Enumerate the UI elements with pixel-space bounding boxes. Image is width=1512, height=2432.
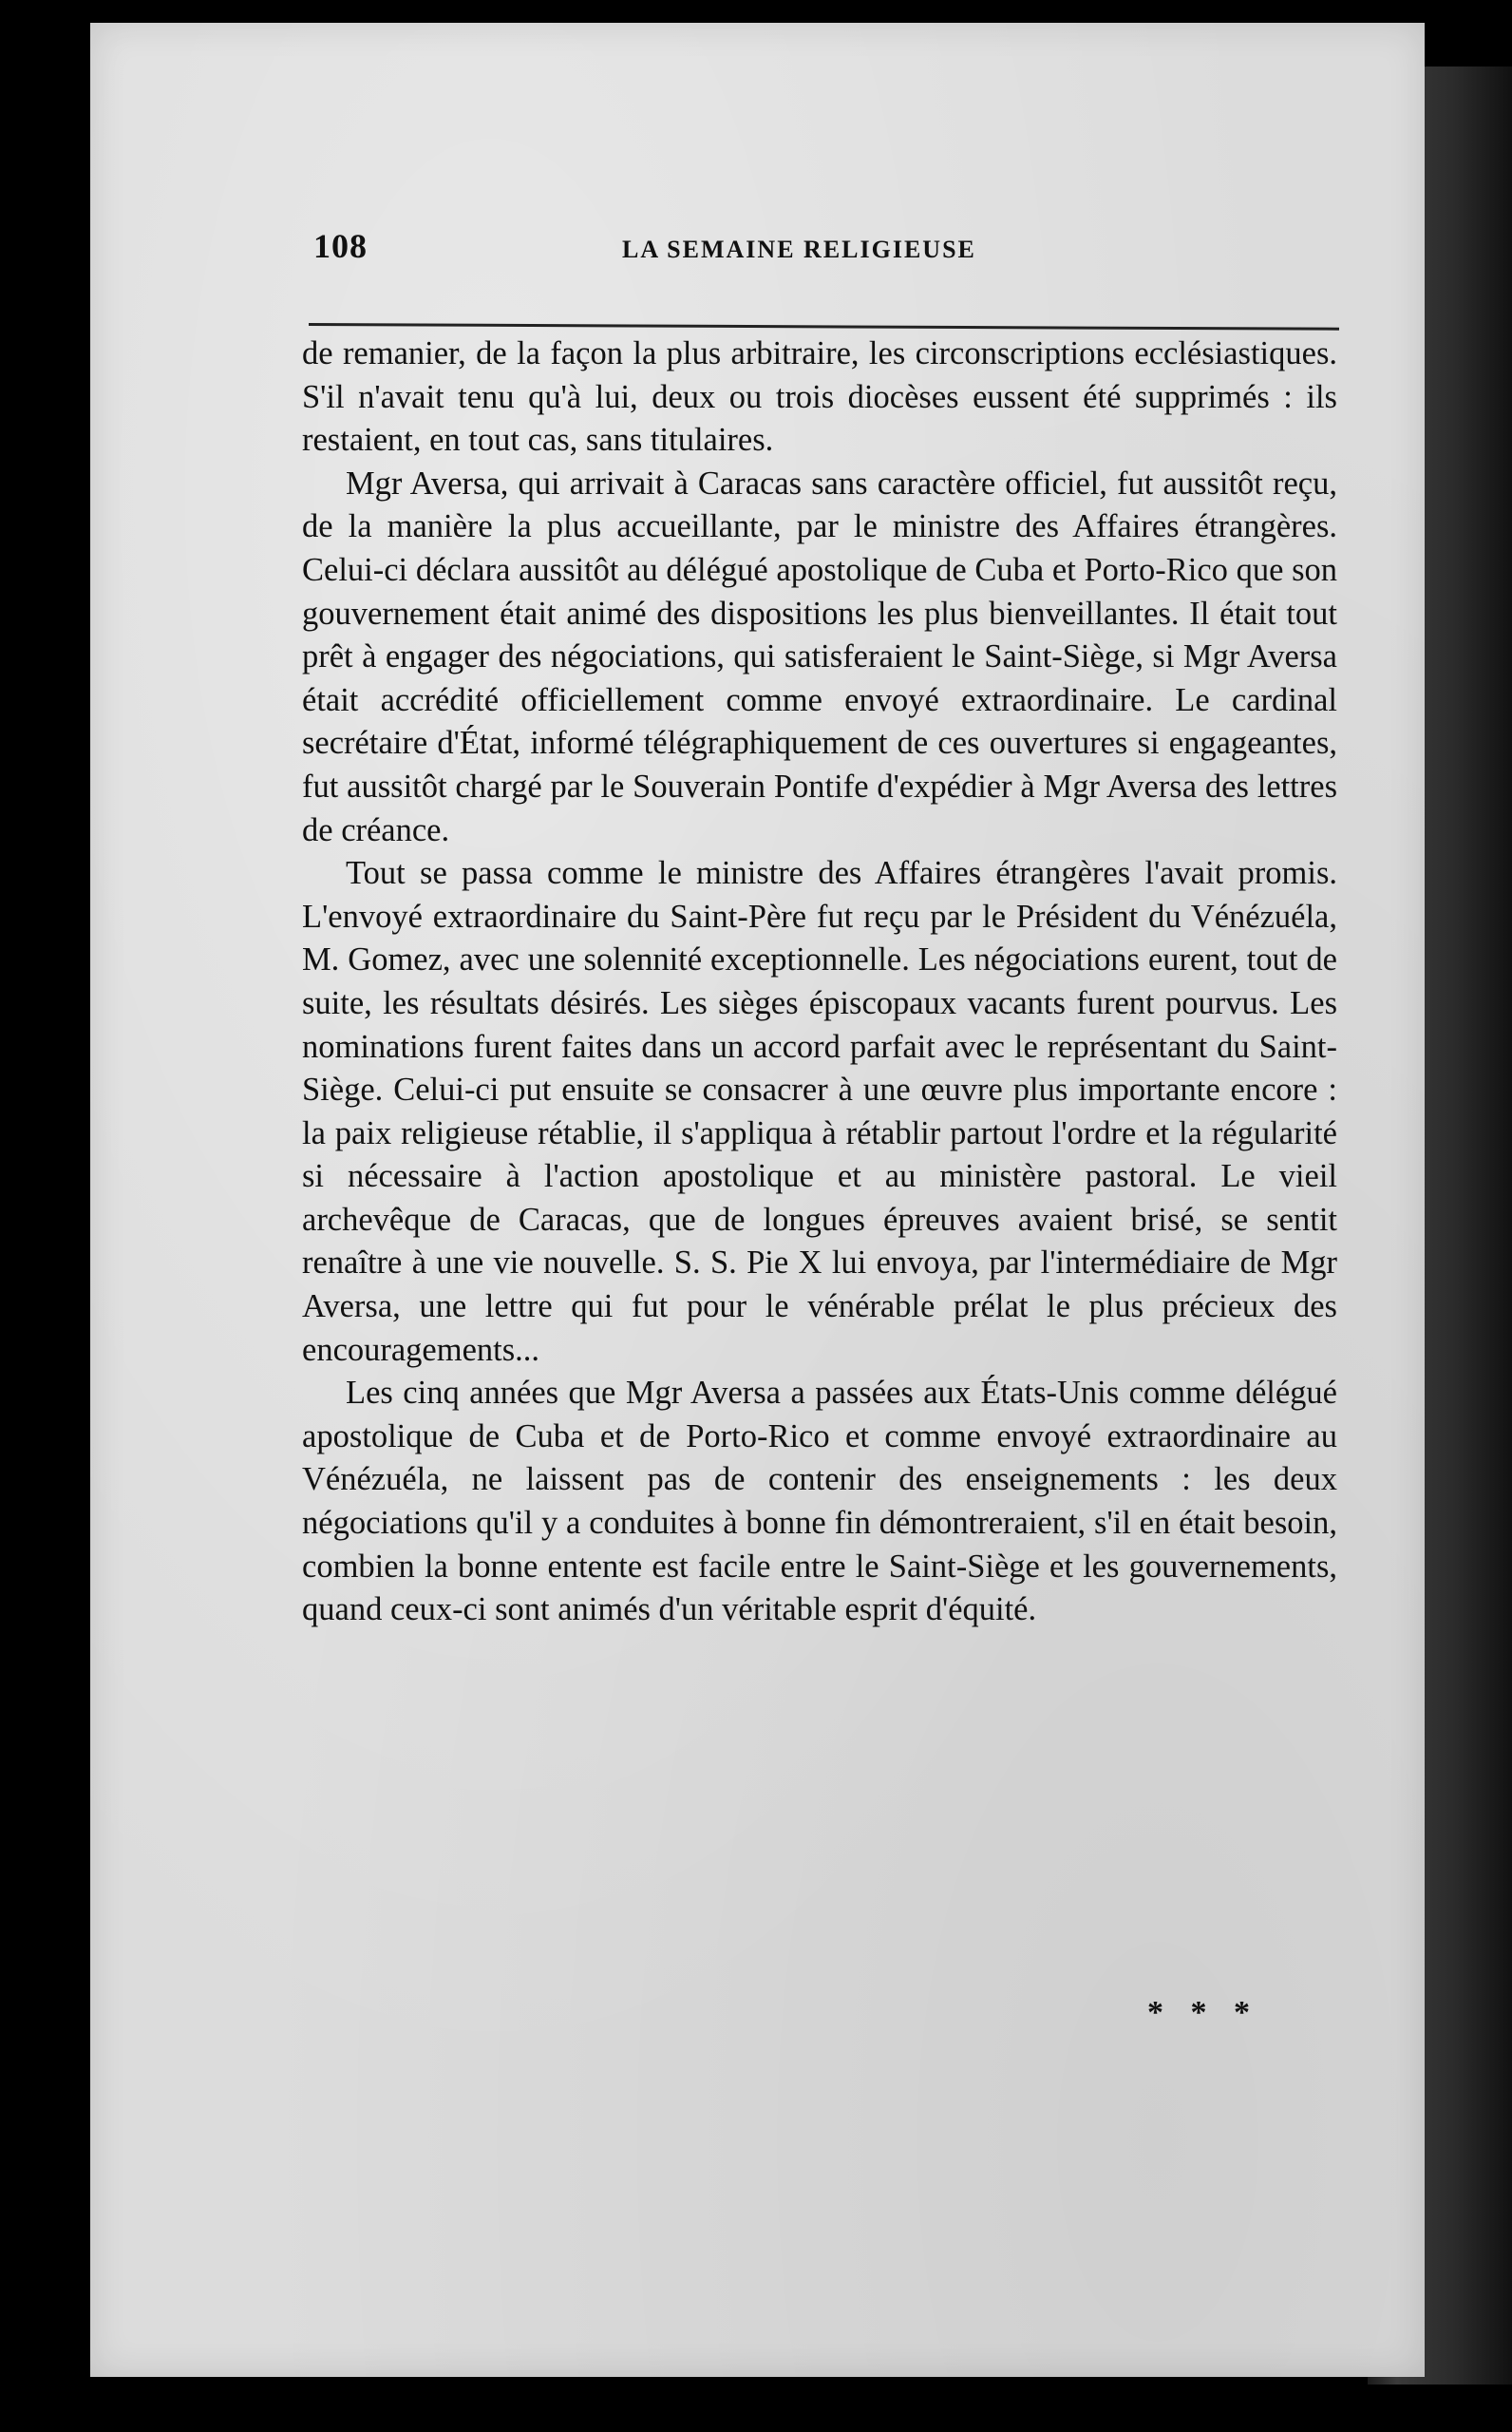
running-head: LA SEMAINE RELIGIEUSE (622, 236, 976, 263)
paragraph-negotiations: Tout se passa comme le ministre des Affaires étrangères l'avait promis. L'envoyé extraordinaire du Saint-Père fut reçu par le Président du Vénézuéla, M. Gomez, avec une solennité exceptionnelle. Les négociations eurent, tout de suite, les résultats désirés. Les sièges épiscopaux vacants furent pourvus. Les nominations furent faites dans un accord parfait avec le représentant du Saint-Siège. Celui-ci put ensuite se consacrer à une œuvre plus importante encore : la paix religieuse rétablie, il s'appliqua à rétablir partout l'ordre et la régularité si nécessaire à l'action apostolique et au ministère pastoral. Le vieil archevêque de Caracas, que de longues épreuves avaient brisé, se sentit renaître à une vie nouvelle. S. S. Pie X lui envoya, par l'intermédiaire de Mgr Aversa, une lettre qui fut pour le vénérable prélat le plus précieux des encouragements... (302, 855, 1337, 1368)
paragraph-continuation: de remanier, de la façon la plus arbitraire, les circonscriptions ecclésiastiques. S'il n'avait tenu qu'à lui, deux ou trois diocèses eussent été supprimés : ils restaient, en tout cas, sans titulaires. (302, 335, 1337, 459)
page-header (313, 226, 1339, 293)
paragraph-aversa-caracas: Mgr Aversa, qui arrivait à Caracas sans caractère officiel, fut aussitôt reçu, de la manière la plus accueillante, par le ministre des Affaires étrangères. Celui-ci déclara aussitôt au délégué apostolique de Cuba et Porto-Rico que son gouvernement était animé des dispositions les plus bienveillantes. Il était tout prêt à engager des négociations, qui satisferaient le Saint-Siège, si Mgr Aversa était accrédité officiellement comme envoyé extraordinaire. Le cardinal secrétaire d'État, informé télégraphiquement de ces ouvertures si engageantes, fut aussitôt chargé par le Souverain Pontife d'expédier à Mgr Aversa des lettres de créance. (302, 465, 1337, 848)
section-asterism: * * * (1147, 1995, 1259, 2030)
paragraph-conclusion: Les cinq années que Mgr Aversa a passées aux États-Unis comme délégué apostolique de Cuba et de Porto-Rico et comme envoyé extraordinaire au Vénézuéla, ne laissent pas de contenir des enseignements : les deux négociations qu'il y a conduites à bonne fin démontreraient, s'il en était besoin, combien la bonne entente est facile entre le Saint-Siège et les gouvernements, quand ceux-ci sont animés d'un véritable esprit d'équité. (302, 1375, 1337, 1628)
body-text (302, 332, 1337, 1632)
page-number: 108 (313, 227, 368, 265)
